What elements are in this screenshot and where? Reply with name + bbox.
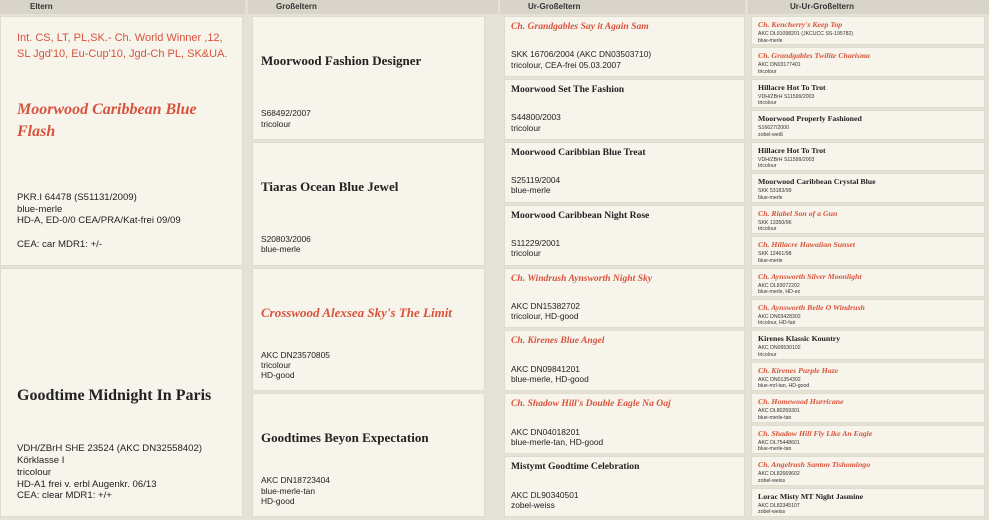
titles-text [17, 283, 228, 333]
dog-details: AKC DL91098201 (JKCUCC SS-195782) blue-merle [758, 31, 854, 44]
dog-details: AKC DN23570805 tricolour HD-good [261, 349, 330, 380]
dog-details: AKC DL80269301 blue-merle-tan [758, 408, 800, 421]
great-great-grandparent-cell [751, 110, 985, 139]
great-great-grandparent-cell [751, 16, 985, 45]
dog-name: Ch. Shadow Hill's Double Eagle Na Oaj [511, 398, 671, 410]
dog-details: AKC DL82345107 zobel-weiss [758, 502, 800, 516]
dog-name: Goodtimes Beyon Expectation [261, 430, 429, 446]
grandparent-cell [252, 268, 485, 392]
great-grandparent-cell [504, 456, 745, 517]
dog-details: SKK 12461/98 blue-merle [758, 251, 792, 264]
great-grandparent-cell [504, 142, 745, 203]
great-great-grandparent-cell [751, 393, 985, 422]
dog-name: Kirenes Klassic Kountry [758, 334, 841, 344]
dog-name: Goodtime Midnight In Paris [17, 386, 212, 404]
dog-name: Hillacre Hot To Trot [758, 145, 826, 155]
dog-name: Ch. Grandgables Say it Again Sam [511, 21, 649, 32]
great-grandparent-cell [504, 79, 745, 140]
dog-name: Ch. Aynsworth Silver Moonlight [758, 271, 862, 281]
dog-details: AKC DN03428302 tricolour, HD-fair [758, 313, 801, 327]
grandparent-cell [252, 16, 485, 140]
dog-details: S68492/2007 tricolour [261, 108, 311, 129]
dog-details: S16627/2000 zobel-weiß [758, 125, 789, 138]
dog-details: SKK 16706/2004 (AKC DN03503710) tricolour, CEA-frei 05.03.2007 [511, 49, 652, 70]
dog-name: Moorwood Caribbian Blue Treat [511, 146, 646, 158]
great-great-grandparent-cell [751, 268, 985, 297]
great-great-grandparent-cell [751, 79, 985, 108]
great-great-grandparent-cell [751, 205, 985, 234]
dog-details: AKC DL82669602 zobel-weiss [758, 471, 800, 484]
dog-details: AKC DN03177401 tricolour [758, 62, 801, 75]
dog-details: S20803/2006 blue-merle [261, 234, 311, 255]
dog-name: Moorwood Caribbean Night Rose [511, 209, 650, 221]
great-great-grandparent-cell [751, 236, 985, 265]
dog-name: Ch. Riabel Son of a Gun [758, 208, 838, 218]
dog-name: Moorwood Caribbean Crystal Blue [758, 177, 876, 187]
dog-details: S25119/2004 blue-merle [511, 175, 561, 196]
dog-details: AKC DL90340501 zobel-weiss [511, 489, 579, 510]
dog-details: AKC DN09841201 blue-merle, HD-good [511, 363, 589, 384]
column-header-grandparents: Großeltern [248, 0, 498, 14]
great-great-grandparent-cell [751, 488, 985, 517]
dog-details: AKC DN04018201 blue-merle-tan, HD-good [511, 426, 604, 447]
dog-name: Ch. Kencherry's Keep Top [758, 20, 843, 29]
dog-name: Moorwood Fashion Designer [261, 53, 422, 68]
dog-name: Hillacre Hot To Trot [758, 82, 826, 92]
dog-name: Ch. Windrush Aynsworth Night Sky [511, 272, 653, 284]
great-grandparent-cell [504, 268, 745, 329]
great-grandparent-cell [504, 393, 745, 454]
dog-details: S44800/2003 tricolour [511, 112, 561, 133]
dog-details: AKC DL75448601 blue-merle-tan [758, 439, 800, 453]
great-great-grandparent-cell [751, 299, 985, 328]
dog-name: Mistymt Goodtime Celebration [511, 461, 640, 473]
great-great-grandparent-cell [751, 425, 985, 454]
dog-name: Moorwood Set The Fashion [511, 83, 625, 95]
dog-name: Ch. Kirenes Blue Angel [511, 335, 605, 347]
great-great-grandparent-cell [751, 47, 985, 76]
dog-details: PKR.I 64478 (S51131/2009) blue-merle HD-A, ED-0/0 CEA/PRA/Kat-frei 09/09 CEA: car MDR1: +/- [17, 191, 181, 250]
dog-name: Ch. Kirenes Purple Haze [758, 365, 839, 375]
dog-name: Tiaras Ocean Blue Jewel [261, 178, 399, 194]
great-great-grandparent-cell [751, 362, 985, 391]
column-header-great-great-grandparents: Ur-Ur-Großeltern [748, 0, 989, 14]
dog-name: Ch. Aynsworth Belle O Windrush [758, 302, 865, 312]
dog-name: Ch. Hillacre Hawaiian Sunset [758, 240, 856, 250]
dog-name: Ch. Angelrush Santon Tishomingo [758, 460, 871, 470]
great-great-grandparent-cell [751, 330, 985, 359]
great-great-grandparent-cell [751, 456, 985, 485]
dog-name: Ch. Grandgables Twilite Charisma [758, 51, 870, 61]
great-great-grandparent-cell [751, 142, 985, 171]
dog-details: SKK 13350/96 tricolour [758, 219, 792, 233]
grandparent-cell [252, 142, 485, 266]
great-grandparent-cell [504, 330, 745, 391]
dog-name: Moorwood Caribbean Blue Flash [17, 101, 197, 140]
great-grandparent-cell [504, 205, 745, 266]
dog-details: AKC DL83072202 blue-merle, HD-ex [758, 282, 801, 295]
dog-details: VDH/ZBrH S11599/2003 tricolour [758, 93, 815, 107]
dog-details: S11229/2001 tricolour [511, 238, 561, 259]
dog-details: VDH/ZBrH SHE 23524 (AKC DN32558402) Körklasse I tricolour HD-A1 frei v. erbl Augenkr. 06/13 CEA: clear MDR1: +/+ [17, 443, 203, 502]
dog-details: AKC DN01354302 blue-mrl-tan, HD-good [758, 376, 810, 390]
great-grandparent-cell [504, 16, 745, 77]
dog-name: Crosswood Alexsea Sky's The Limit [261, 304, 452, 320]
great-great-grandparent-cell [751, 173, 985, 202]
dog-details: AKC DN09530102 tricolour [758, 345, 801, 358]
titles-text: Int. CS, LT, PL,SK.- Ch. World Winner ,12, SL Jgd'10, Eu-Cup'10, Jgd-Ch PL, SK&UA. [17, 32, 228, 60]
parent-cell [0, 268, 243, 518]
dog-details: AKC DN15382702 tricolour, HD-good [511, 300, 580, 322]
dog-name: Moorwood Properly Fashioned [758, 114, 862, 124]
parent-cell [0, 16, 243, 266]
dog-details: AKC DN18723404 blue-merle-tan HD-good [261, 475, 330, 506]
dog-name: Ch. Homewood Hurricane [758, 397, 844, 407]
dog-details: VDH/ZBrH S11599/2003 tricolour [758, 156, 815, 170]
dog-name: Lorac Misty MT Night Jasmine [758, 491, 864, 501]
column-header-great-grandparents: Ur-Großeltern [500, 0, 745, 14]
grandparent-cell [252, 393, 485, 517]
column-header-parents: Eltern [0, 0, 245, 14]
dog-name: Ch. Shadow Hill Fly Like An Eagle [758, 428, 873, 438]
dog-details: SKK 53183/99 blue-merle [758, 188, 792, 201]
